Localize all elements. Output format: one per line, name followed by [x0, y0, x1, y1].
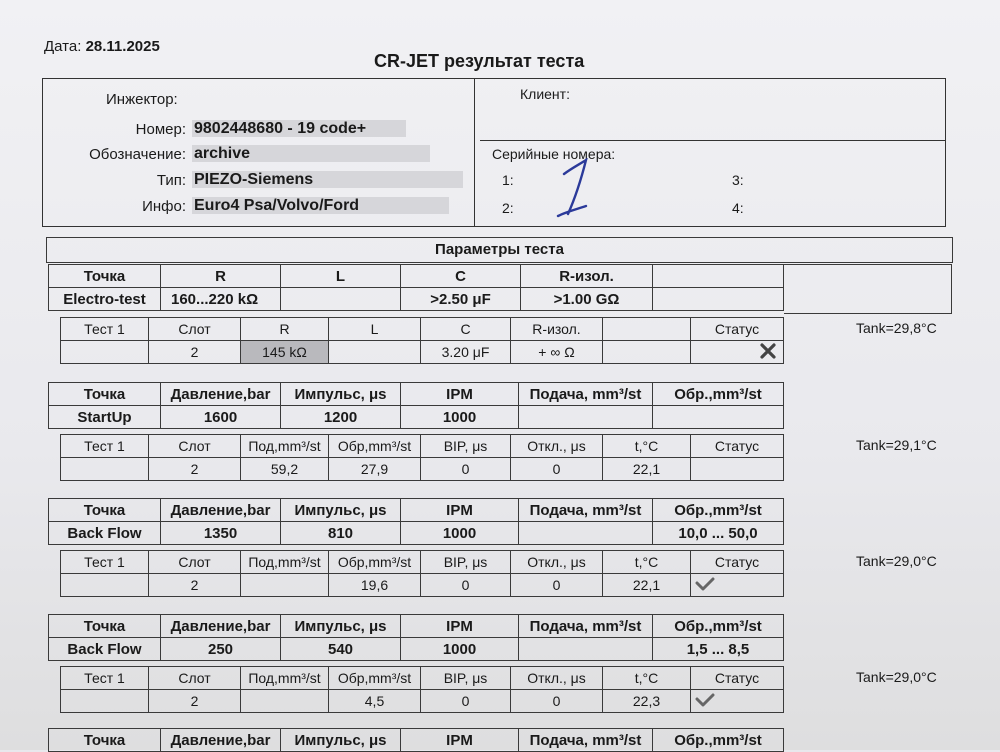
cell: Импульс, μs — [281, 615, 401, 638]
electro-spec-header — [49, 265, 784, 288]
cell: 0 — [421, 458, 511, 481]
cell: Точка — [49, 265, 161, 288]
cell: 250 — [161, 638, 281, 661]
cell: 810 — [281, 522, 401, 545]
cell: StartUp — [49, 406, 161, 429]
check-icon — [695, 693, 715, 707]
cell: Тест 1 — [61, 318, 149, 341]
cell: IPM — [401, 729, 519, 752]
check-icon — [695, 577, 715, 591]
cell: Давление,bar — [161, 615, 281, 638]
cell — [61, 574, 149, 597]
cell: t,°C — [603, 435, 691, 458]
page-title: CR-JET результат теста — [374, 51, 585, 71]
cell: Давление,bar — [161, 383, 281, 406]
result-table — [60, 550, 784, 597]
cell: 22,1 — [603, 458, 691, 481]
cell: Слот — [149, 551, 241, 574]
cell — [653, 265, 784, 288]
cell: BIP, μs — [421, 551, 511, 574]
cell: 59,2 — [241, 458, 329, 481]
spec-values — [49, 406, 784, 429]
result-row — [61, 574, 784, 597]
cell: Подача, mm³/st — [519, 615, 653, 638]
status-cell — [691, 574, 784, 597]
date-label: Дата: — [44, 38, 82, 55]
cell: Подача, mm³/st — [519, 729, 653, 752]
cell — [241, 574, 329, 597]
date-value: 28.11.2025 — [85, 38, 160, 55]
tank-temp: Tank=29,0°C — [856, 553, 937, 569]
cell: Тест 1 — [61, 435, 149, 458]
cell: 0 — [421, 690, 511, 713]
electro-result-row — [61, 341, 784, 364]
cell: Под,mm³/st — [241, 551, 329, 574]
result-header — [61, 435, 784, 458]
cell — [519, 522, 653, 545]
cell — [519, 638, 653, 661]
injector-heading: Инжектор: — [106, 91, 178, 108]
cell: Под,mm³/st — [241, 435, 329, 458]
cell: L — [329, 318, 421, 341]
electro-result-table — [60, 317, 784, 364]
cell: 0 — [511, 690, 603, 713]
designation-label: Обозначение: — [89, 146, 186, 163]
cell — [603, 318, 691, 341]
result-table — [60, 666, 784, 713]
status-cell — [691, 341, 784, 364]
cell: 0 — [511, 458, 603, 481]
tank-temp: Tank=29,0°C — [856, 669, 937, 685]
info-value: Euro4 Psa/Volvo/Ford — [192, 197, 449, 214]
cell: L — [281, 265, 401, 288]
status-cell — [691, 458, 784, 481]
cell: Обр,mm³/st — [329, 551, 421, 574]
cell: Давление,bar — [161, 729, 281, 752]
electro-result-header — [61, 318, 784, 341]
cell: R-изол. — [511, 318, 603, 341]
cell: 19,6 — [329, 574, 421, 597]
cell: 1200 — [281, 406, 401, 429]
cross-icon — [759, 342, 777, 360]
serial-2-label: 2: — [502, 200, 514, 216]
cell: Back Flow — [49, 638, 161, 661]
cell: Back Flow — [49, 522, 161, 545]
handwritten-serial-1 — [552, 158, 602, 220]
cell: Точка — [49, 615, 161, 638]
cell: 2 — [149, 341, 241, 364]
electro-spec-table — [48, 264, 784, 311]
cell: 4,5 — [329, 690, 421, 713]
result-row — [61, 690, 784, 713]
cell: >1.00 GΩ — [521, 288, 653, 311]
cell: C — [401, 265, 521, 288]
cell: 0 — [421, 574, 511, 597]
spec-values — [49, 522, 784, 545]
spec-table — [48, 498, 784, 545]
cell: Точка — [49, 729, 161, 752]
cell: Обр,mm³/st — [329, 435, 421, 458]
cell — [61, 690, 149, 713]
cell: Точка — [49, 499, 161, 522]
cell: Electro-test — [49, 288, 161, 311]
cell — [653, 406, 784, 429]
spec-header — [49, 615, 784, 638]
electro-spec-values — [49, 288, 784, 311]
cell: t,°C — [603, 551, 691, 574]
spec-values — [49, 638, 784, 661]
cell — [61, 341, 149, 364]
designation-value: archive — [192, 145, 430, 162]
spec-table — [48, 382, 784, 429]
cell: Импульс, μs — [281, 383, 401, 406]
cell: 1000 — [401, 522, 519, 545]
result-table — [60, 434, 784, 481]
cell: IPM — [401, 615, 519, 638]
cell: 1600 — [161, 406, 281, 429]
cell: 540 — [281, 638, 401, 661]
cell: Статус — [691, 435, 784, 458]
cell: Точка — [49, 383, 161, 406]
cell: Тест 1 — [61, 551, 149, 574]
cell: 2 — [149, 458, 241, 481]
cell — [281, 288, 401, 311]
info-divider — [474, 78, 475, 226]
cell: Откл., μs — [511, 435, 603, 458]
cell: Под,mm³/st — [241, 667, 329, 690]
spec-header — [49, 499, 784, 522]
tank-temp: Tank=29,8°C — [856, 320, 937, 336]
cell — [329, 341, 421, 364]
result-header — [61, 667, 784, 690]
serials-label: Серийные номера: — [492, 146, 616, 162]
cell: 1000 — [401, 406, 519, 429]
spec-header — [49, 383, 784, 406]
cell: Обр.,mm³/st — [653, 383, 784, 406]
cell: Откл., μs — [511, 551, 603, 574]
cell: R — [161, 265, 281, 288]
cell: Статус — [691, 667, 784, 690]
cell: 10,0 ... 50,0 — [653, 522, 784, 545]
cell: 3.20 μF — [421, 341, 511, 364]
type-label: Тип: — [156, 172, 186, 189]
cell: R-изол. — [521, 265, 653, 288]
cell: 160...220 kΩ — [161, 288, 281, 311]
spec-table — [48, 614, 784, 661]
cell: R — [241, 318, 329, 341]
report-date — [44, 38, 160, 55]
cell: 1350 — [161, 522, 281, 545]
cell-highlight: 145 kΩ — [241, 341, 329, 364]
cell — [61, 458, 149, 481]
type-value: PIEZO-Siemens — [192, 171, 463, 188]
spec-filler — [784, 264, 952, 314]
status-cell — [691, 690, 784, 713]
serial-3-label: 3: — [732, 172, 744, 188]
cell: Обр.,mm³/st — [653, 729, 784, 752]
spec-header — [49, 729, 784, 752]
cell: Статус — [691, 318, 784, 341]
cell: 2 — [149, 690, 241, 713]
serial-4-label: 4: — [732, 200, 744, 216]
cell — [653, 288, 784, 311]
result-header — [61, 551, 784, 574]
result-row — [61, 458, 784, 481]
client-label: Клиент: — [520, 86, 570, 102]
cell: Слот — [149, 667, 241, 690]
cell: IPM — [401, 499, 519, 522]
cell: Давление,bar — [161, 499, 281, 522]
cell: Откл., μs — [511, 667, 603, 690]
cell — [519, 406, 653, 429]
cell: Импульс, μs — [281, 499, 401, 522]
tank-temp: Tank=29,1°C — [856, 437, 937, 453]
cell: 2 — [149, 574, 241, 597]
cell: BIP, μs — [421, 667, 511, 690]
cell: 0 — [511, 574, 603, 597]
cell: Импульс, μs — [281, 729, 401, 752]
cell: Обр,mm³/st — [329, 667, 421, 690]
cell: Статус — [691, 551, 784, 574]
cell — [241, 690, 329, 713]
cell: BIP, μs — [421, 435, 511, 458]
cell: Слот — [149, 318, 241, 341]
cell: >2.50 μF — [401, 288, 521, 311]
cell: Слот — [149, 435, 241, 458]
cell: Обр.,mm³/st — [653, 615, 784, 638]
number-label: Номер: — [135, 121, 186, 138]
cell: t,°C — [603, 667, 691, 690]
cell: IPM — [401, 383, 519, 406]
cell: C — [421, 318, 511, 341]
cell: Подача, mm³/st — [519, 383, 653, 406]
cell: 27,9 — [329, 458, 421, 481]
spec-table — [48, 728, 784, 752]
cell — [603, 341, 691, 364]
cell: 22,3 — [603, 690, 691, 713]
info-label: Инфо: — [142, 198, 186, 215]
params-title: Параметры теста — [46, 237, 953, 263]
cell: Обр.,mm³/st — [653, 499, 784, 522]
cell: + ∞ Ω — [511, 341, 603, 364]
number-value: 9802448680 - 19 code+ — [192, 120, 406, 137]
cell: 1000 — [401, 638, 519, 661]
client-divider — [480, 140, 946, 141]
cell: Подача, mm³/st — [519, 499, 653, 522]
cell: 1,5 ... 8,5 — [653, 638, 784, 661]
cell: Тест 1 — [61, 667, 149, 690]
cell: 22,1 — [603, 574, 691, 597]
serial-1-label: 1: — [502, 172, 514, 188]
